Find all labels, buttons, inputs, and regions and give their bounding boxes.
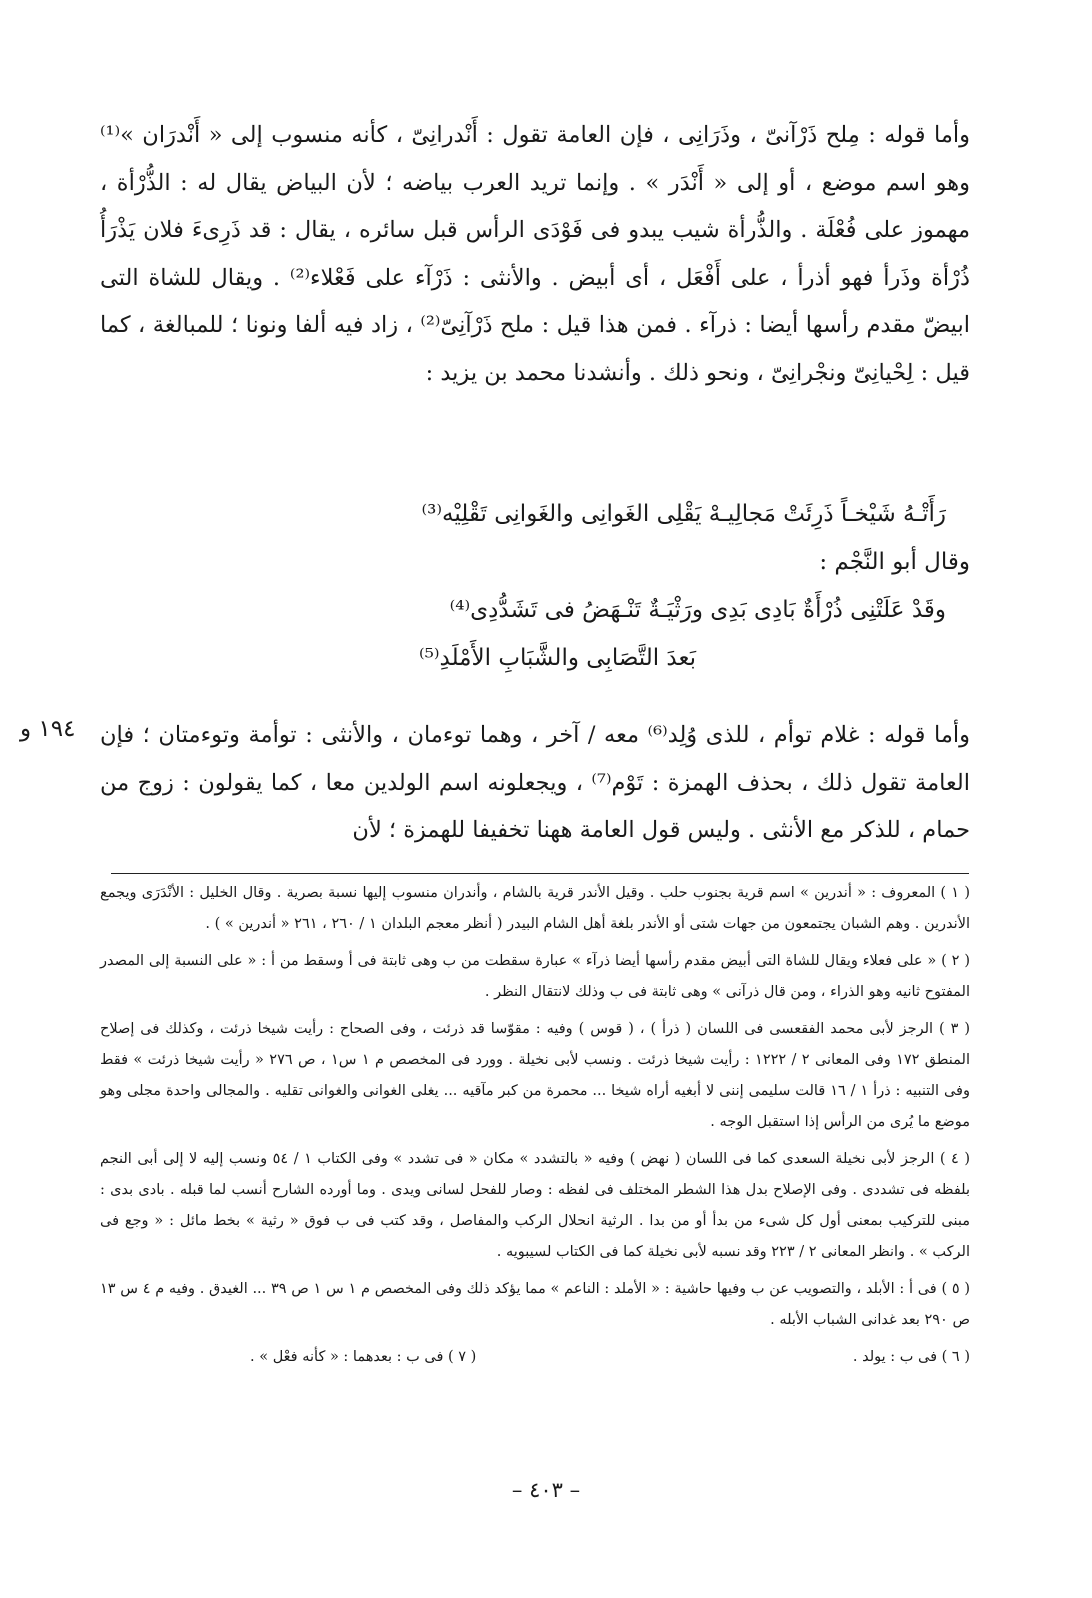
main-text-2 <box>100 712 970 855</box>
footnotes <box>100 878 970 1373</box>
verse-intro-abu-najm: وقال أبو النَّجْم : <box>819 549 970 575</box>
footnote-7: ( ٧ ) فى ب : بعدهما : « كأنه فعْل » . <box>250 1349 477 1365</box>
verse-3: بَعدَ التَّصَابِى والشَّبَابِ الأَمْلَدِ⁽⁵⁾ <box>418 645 696 671</box>
main-text <box>100 112 970 397</box>
verse-1: رَأَتْـهُ شَيْخـاً ذَرِئَتْ مَجالِيـهْ يَقْلِى الغَوانِى والغَوانِى تَقْلِيْه⁽³⁾ <box>421 501 946 527</box>
footnote-2: ( ٢ ) « على فعلاء ويقال للشاة التى أبيض مقدم رأسها أيضا ذرآء » عبارة سقطت من ب وهى ثابتة فى أ وسقط من أ : « على النسبة إلى المصدر المفتوح ثانيه وهو الذراء ، ومن قال ذرآنى » وهى ثابتة فى ب وذلك لانتقال النظر . <box>100 953 970 1000</box>
paragraph-1: وأما قوله : مِلح ذَرْآنىّ ، وذَرَانِى ، فإن العامة تقول : أَنْدرانِىّ ، كأنه منسوب إلى « أَنْدرَان »⁽¹⁾ وهو اسم موضع ، أو إلى « أَنْدَر » . وإنما تريد العرب بياضه ؛ لأن البياض يقال له : الذُّرْأة ، مهموز على فُعْلَة . والذُّرأة شيب يبدو فى فَوْدَى الرأس قبل سائره ، يقال : قد ذَرِىءَ فلان يَذْرَأُ ذُرْأة وذَرأ فهو أذرأ ، على أَفْعَل ، أى أبيض . والأنثى : ذَرْآء على فَعْلاء⁽²⁾ . ويقال للشاة التى ابيضّ مقدم رأسها أيضا : ذرآء . فمن هذا قيل : ملح ذَرْآنِىّ⁽²⁾ ، زاد فيه ألفا ونونا ؛ للمبالغة ، كما قيل : لِحْيانِىّ ونجْرانِىّ ، ونحو ذلك . وأنشدنا محمد بن يزيد : <box>100 122 970 386</box>
page-number: – ٤٠٣ – <box>511 1478 581 1502</box>
footnote-5: ( ٥ ) فى أ : الأبلد ، والتصويب عن ب وفيها حاشية : « الأملد : الناعم » مما يؤكد ذلك وفى المخصص م ١ س ١ ص ٣٩ ... الغيدق . وفيه م ٤ س ١٣ ص ٢٩٠ بعد غدانى الشباب الأبله . <box>100 1281 970 1328</box>
footnote-6: ( ٦ ) فى ب : يولد . <box>852 1349 970 1365</box>
margin-folio-reference: ١٩٤ و <box>20 716 76 742</box>
footnote-1: ( ١ ) المعروف : « أندرين » اسم قرية بجنوب حلب . وقيل الأندر قرية بالشام ، وأندران منسوب إليها نسبة بصرية . وقال الخليل : الأنْدَرَى ويجمع الأندرين . وهم الشبان يجتمعون من جهات شتى أو الأندر بلغة أهل الشام البيدر ( أنظر معجم البلدان ١ / ٢٦٠ ، ٢٦١ « أندرين » ) . <box>100 885 970 932</box>
footnotes-6-7 <box>100 1342 970 1373</box>
paragraph-2: وأما قوله : غلام توأم ، للذى وُلِد⁽⁶⁾ معه / آخر ، وهما توءمان ، والأنثى : توأمة وتوءمتان ؛ فإن العامة تقول ذلك ، بحذف الهمزة : تَوْم⁽⁷⁾ ، ويجعلونه اسم الولدين معا ، كما يقولون : زوج من حمام ، للذكر مع الأنثى . وليس قول العامة ههنا تخفيفا للهمزة ؛ لأن <box>100 722 971 843</box>
footnote-4: ( ٤ ) الرجز لأبى نخيلة السعدى كما فى اللسان ( نهض ) وفيه « بالتشدد » مكان « فى تشدد » وفى الكتاب ١ / ٥٤ ونسب إليه لا إلى أبى النجم بلفظه فى تشددى . وفى الإصلاح بدل هذا الشطر المختلف فى لفظه : وصار للفحل لسانى ويدى . وما أورده الشارح أنسب لما قبله . بادى بدى : مبنى للتركيب بمعنى أول كل شىء من بدأ أو من بدا . الرثية انحلال الركب والمفاصل ، وقد كتب فى ب فوق « رثية » بخط مائل : « وجع فى الركب » . وانظر المعانى ٢ / ٢٢٣ وقد نسبه لأبى نخيلة كما فى الكتاب لسيبويه . <box>100 1151 971 1260</box>
verse-2: وقَدْ عَلَتْنِى ذُرْأَةٌ بَادِى بَدِى ورَثْيَـةٌ تَنْـهَضُ فى تَشَدُّدِى⁽⁴⁾ <box>449 597 946 623</box>
footnote-divider <box>111 873 969 874</box>
footnote-3: ( ٣ ) الرجز لأبى محمد الفقعسى فى اللسان ( ذرأ ) ، ( قوس ) وفيه : مقوّسا قد ذرئت ، وفى الصحاح : رأيت شيخا ذرئت ، وكذلك فى إصلاح المنطق ١٧٢ وفى المعانى ٢ / ١٢٢٢ : رأيت شيخا ذرئت . ونسب لأبى نخيلة . وورد فى المخصص م ١ س١ ، ص ٢٧٦ « رأيت شيخا ذرئت » فقط وفى التنبيه : ذرأ ١ / ١٦ قالت سليمى إننى لا أبغيه أراه شيخا ... محمرة من كبر مآقيه ... يغلى الغوانى والغوانى تقليه . والمجالى واحدة مجلى وهو موضع ما يُرى من الرأس إذا استقبل الوجه . <box>100 1021 970 1130</box>
